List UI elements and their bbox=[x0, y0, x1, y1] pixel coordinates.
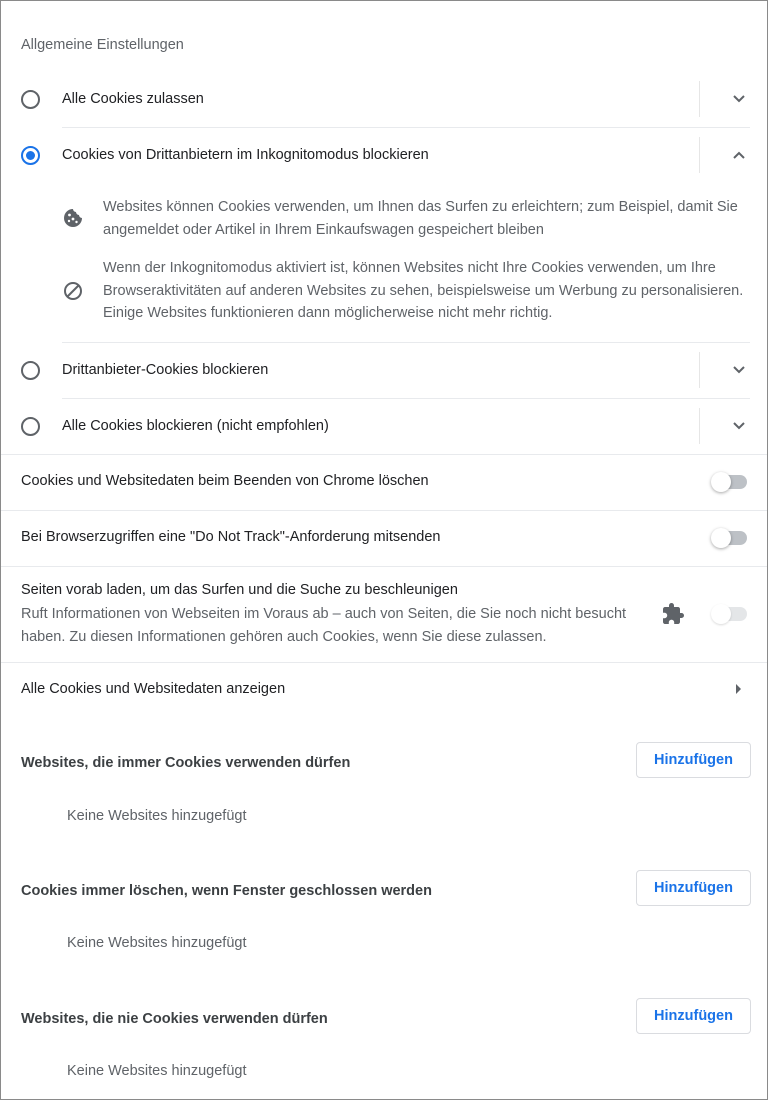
detail-item-incognito-block bbox=[61, 257, 751, 329]
site-list-header-block: Websites, die nie Cookies verwenden dürfen bbox=[21, 1011, 328, 1027]
site-list-empty-clear-on-exit: Keine Websites hinzugefügt bbox=[67, 935, 247, 951]
block-icon bbox=[61, 279, 85, 303]
divider bbox=[699, 137, 700, 173]
radio-button[interactable] bbox=[21, 361, 40, 380]
radio-option-block-third-party-incognito[interactable] bbox=[1, 127, 767, 183]
radio-option-block-all[interactable] bbox=[1, 398, 767, 454]
divider bbox=[699, 81, 700, 117]
site-list-header-clear-on-exit: Cookies immer löschen, wenn Fenster geschlossen werden bbox=[21, 883, 432, 899]
cookie-icon bbox=[61, 206, 85, 230]
toggle-row-do-not-track[interactable] bbox=[1, 510, 767, 566]
section-title: Allgemeine Einstellungen bbox=[21, 37, 184, 53]
toggle-label: Bei Browserzugriffen eine "Do Not Track"-Anforderung mitsenden bbox=[21, 529, 441, 545]
toggle-switch[interactable] bbox=[711, 475, 747, 489]
site-list-empty-allow: Keine Websites hinzugefügt bbox=[67, 808, 247, 824]
chevron-down-icon[interactable] bbox=[729, 360, 749, 380]
extension-puzzle-icon[interactable] bbox=[661, 602, 685, 626]
toggle-row-preload-pages[interactable] bbox=[1, 566, 767, 662]
chevron-down-icon[interactable] bbox=[729, 89, 749, 109]
toggle-switch[interactable] bbox=[711, 531, 747, 545]
radio-button[interactable] bbox=[21, 417, 40, 436]
toggle-sublabel: Ruft Informationen von Webseiten im Voraus ab – auch von Seiten, die Sie noch nicht besucht haben. Zu diesen Informationen gehören auch Cookies, wenn Sie diese zulassen. bbox=[21, 606, 627, 645]
divider bbox=[699, 408, 700, 444]
toggle-label: Cookies und Websitedaten beim Beenden von Chrome löschen bbox=[21, 473, 429, 489]
toggle-row-clear-on-exit[interactable] bbox=[1, 454, 767, 510]
radio-label: Drittanbieter-Cookies blockieren bbox=[62, 362, 269, 378]
site-list-header-allow: Websites, die immer Cookies verwenden dürfen bbox=[21, 755, 351, 771]
chevron-up-icon[interactable] bbox=[729, 145, 749, 165]
detail-text: Websites können Cookies verwenden, um Ihnen das Surfen zu erleichtern; zum Beispiel, damit Sie angemeldet oder Artikel in Ihrem Einkaufswagen gespeichert bleiben bbox=[103, 199, 738, 238]
all-cookies-link-label: Alle Cookies und Websitedaten anzeigen bbox=[21, 681, 286, 697]
radio-option-block-third-party[interactable] bbox=[1, 342, 767, 398]
toggle-label: Seiten vorab laden, um das Surfen und die Suche zu beschleunigen bbox=[21, 582, 458, 598]
arrow-right-icon[interactable] bbox=[736, 684, 741, 694]
radio-label: Cookies von Drittanbietern im Inkognitomodus blockieren bbox=[62, 147, 429, 163]
toggle-switch-disabled[interactable] bbox=[711, 607, 747, 621]
radio-label: Alle Cookies blockieren (nicht empfohlen) bbox=[62, 418, 329, 434]
detail-text: Wenn der Inkognitomodus aktiviert ist, können Websites nicht Ihre Cookies verwenden, um Ihre Browseraktivitäten auf anderen Websites zu sehen, beispielsweise um Werbung zu personalisieren. Einige Websites funktionieren dann möglicherweise nicht mehr richtig. bbox=[103, 260, 744, 321]
radio-option-allow-all[interactable] bbox=[1, 71, 767, 127]
chevron-down-icon[interactable] bbox=[729, 416, 749, 436]
radio-label: Alle Cookies zulassen bbox=[62, 91, 204, 107]
site-list-empty-block: Keine Websites hinzugefügt bbox=[67, 1063, 247, 1079]
all-cookies-link-row[interactable] bbox=[1, 662, 767, 718]
add-clear-on-exit-site-button[interactable]: Hinzufügen bbox=[636, 870, 751, 906]
divider bbox=[699, 352, 700, 388]
radio-button-checked[interactable] bbox=[21, 146, 40, 165]
detail-item-cookies bbox=[61, 196, 751, 246]
add-allow-site-button[interactable]: Hinzufügen bbox=[636, 742, 751, 778]
radio-button[interactable] bbox=[21, 90, 40, 109]
add-block-site-button[interactable]: Hinzufügen bbox=[636, 998, 751, 1034]
